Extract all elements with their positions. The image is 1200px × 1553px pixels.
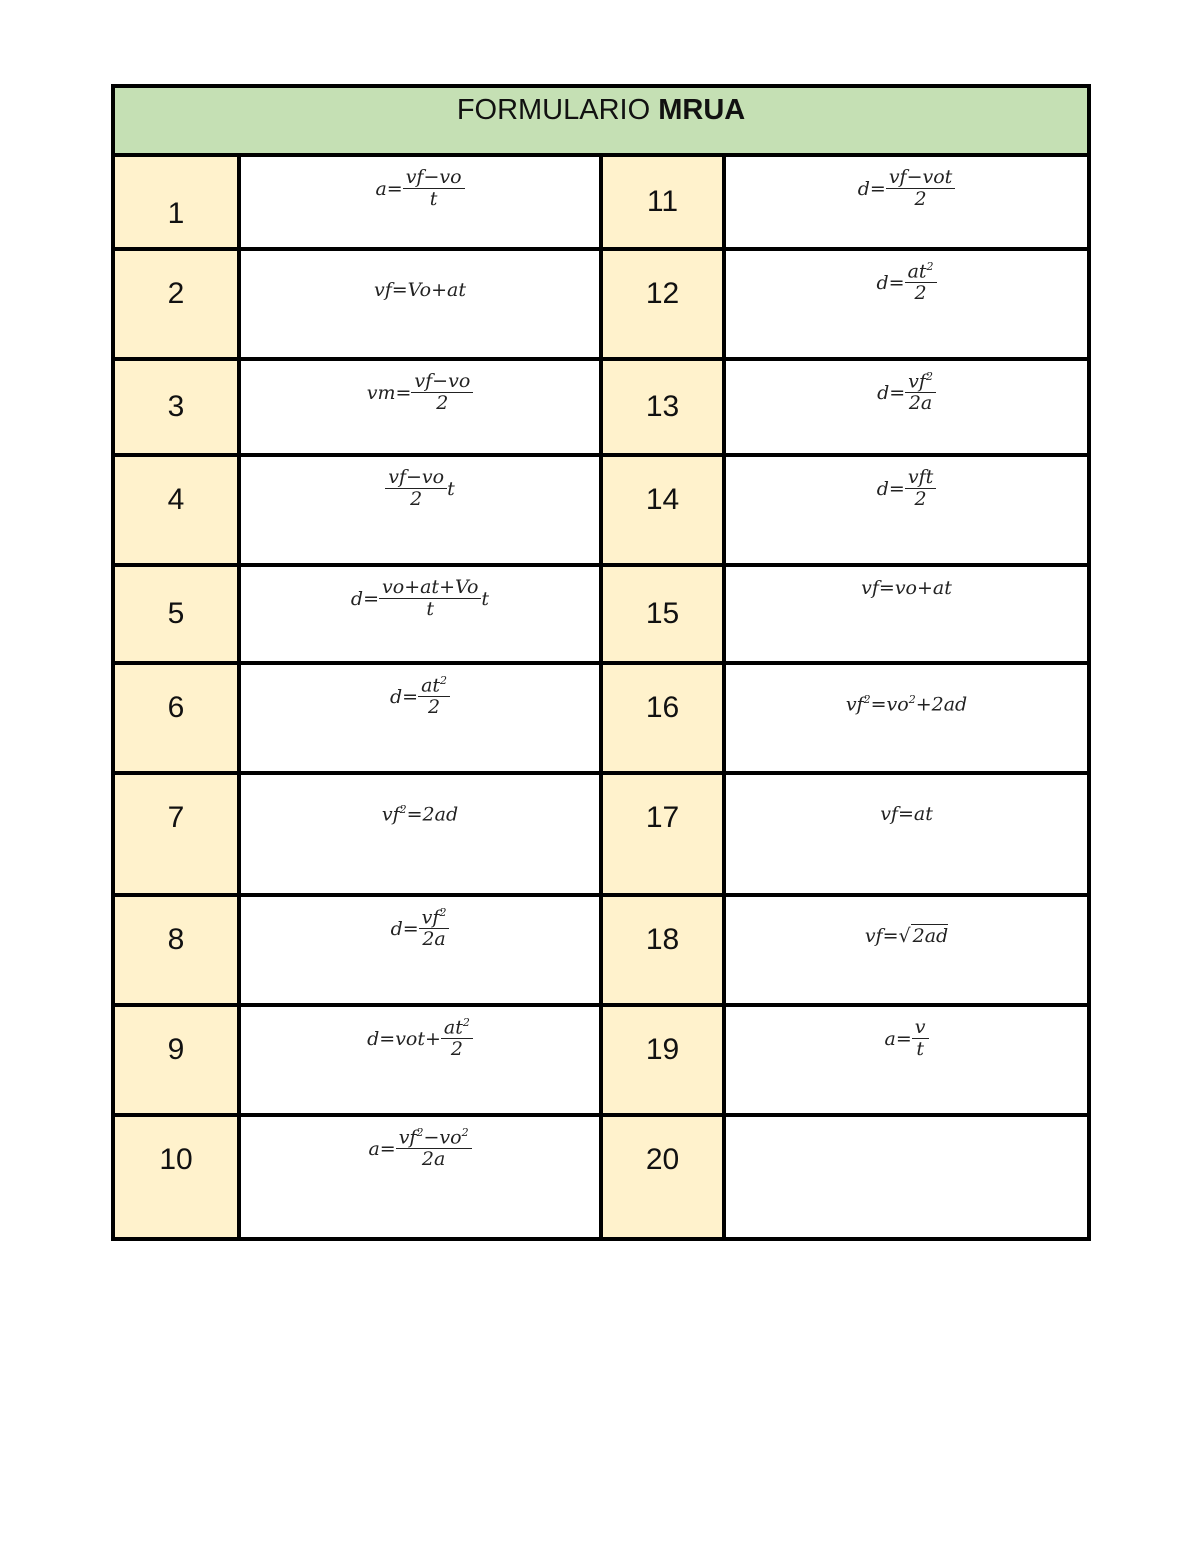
formula: [375, 167, 464, 211]
formula: [877, 371, 936, 415]
denominator: t: [426, 597, 435, 620]
numerator-part: −vo: [423, 1126, 462, 1149]
formula-number: 12: [601, 249, 724, 359]
fraction: [905, 261, 937, 305]
fraction: [411, 371, 473, 415]
table-row: [113, 773, 1089, 895]
formula-lhs: d=: [876, 477, 905, 500]
fraction: [396, 1127, 472, 1171]
numerator-base: at: [421, 674, 441, 697]
denominator: 2: [428, 696, 441, 719]
table-row: [113, 663, 1089, 773]
fraction: [886, 167, 956, 211]
formula: [885, 1017, 929, 1061]
title-cell: [113, 86, 1089, 155]
formula-lhs: d=vot+: [367, 1028, 441, 1051]
fraction: [905, 371, 936, 415]
fraction: [385, 467, 447, 511]
numerator: v: [912, 1017, 929, 1039]
formula: [858, 167, 956, 211]
formula-number: 2: [113, 249, 239, 359]
denominator: t: [916, 1037, 924, 1060]
page-title: [457, 88, 745, 127]
numerator: [396, 1127, 472, 1149]
numerator-base: vf: [908, 370, 926, 393]
denominator: 2: [914, 282, 927, 305]
formula-cell: [724, 155, 1089, 249]
exponent: 2: [908, 693, 916, 706]
formula: [382, 803, 458, 825]
exponent: 2: [440, 674, 448, 687]
numerator: [419, 907, 450, 929]
formula-number: 8: [113, 895, 239, 1005]
formula-number: 4: [113, 455, 239, 565]
table-row: [113, 249, 1089, 359]
formula-table: [111, 84, 1091, 1241]
numerator: vo+at+Vo: [379, 577, 481, 599]
formula-cell: [724, 455, 1089, 565]
numerator: [905, 261, 937, 283]
numerator: vf−vot: [886, 167, 956, 189]
formula: vf=at: [880, 803, 933, 825]
denominator: 2: [450, 1038, 463, 1061]
formula: [385, 467, 455, 511]
formula-number: 19: [601, 1005, 724, 1115]
exponent: 2: [925, 370, 933, 383]
formula-cell: [724, 249, 1089, 359]
fraction: [418, 675, 450, 719]
table-row: [113, 895, 1089, 1005]
formula-cell: [239, 155, 601, 249]
formula-cell: [239, 895, 601, 1005]
formula: vf=Vo+at: [374, 279, 466, 301]
formula-lhs: a=: [368, 1138, 396, 1161]
numerator: vft: [905, 467, 936, 489]
formula-number: 16: [601, 663, 724, 773]
exponent: 2: [926, 260, 934, 273]
exponent: 2: [863, 693, 871, 706]
formula-cell: [239, 1005, 601, 1115]
radicand: 2ad: [912, 925, 949, 947]
fraction: [419, 907, 450, 951]
formula-lhs: a=: [884, 1027, 912, 1050]
title-row: [113, 86, 1089, 155]
formula-lhs: d=: [857, 177, 886, 200]
denominator: 2a: [421, 1148, 446, 1171]
formula-cell: [724, 565, 1089, 663]
denominator: 2a: [908, 392, 933, 415]
formula: [865, 925, 948, 947]
formula-cell: [239, 1115, 601, 1239]
numerator-part: vf: [398, 1126, 417, 1149]
formula-number: 17: [601, 773, 724, 895]
formulario-sheet: [111, 84, 1087, 1241]
fraction: [905, 467, 936, 511]
formula-number: 10: [113, 1115, 239, 1239]
formula-rhs: t: [481, 587, 490, 610]
denominator: 2: [410, 487, 423, 510]
formula-part: +2ad: [915, 693, 968, 716]
formula: [351, 577, 489, 621]
numerator: vf−vo: [385, 467, 447, 489]
formula-part: vf: [845, 693, 864, 716]
formula-lhs: a=: [375, 177, 403, 200]
denominator: 2: [914, 187, 927, 210]
formula-lhs: d=: [876, 272, 905, 295]
formula-number: 13: [601, 359, 724, 455]
formula: [877, 467, 937, 511]
formula-cell: [724, 1005, 1089, 1115]
formula-rhs: t: [447, 477, 455, 500]
table-row: [113, 455, 1089, 565]
formula-number: 14: [601, 455, 724, 565]
formula-cell: [724, 895, 1089, 1005]
formula: vf=vo+at: [861, 577, 952, 599]
numerator-base: vf: [421, 906, 440, 929]
fraction: [403, 167, 465, 211]
formula: [876, 261, 936, 305]
formula-part: =2ad: [406, 803, 459, 826]
formula-lhs: vm=: [366, 381, 412, 404]
table-row: [113, 155, 1089, 249]
exponent: 2: [461, 1126, 469, 1139]
numerator: vf−vo: [411, 371, 473, 393]
formula: [368, 1127, 471, 1171]
formula-cell: [239, 249, 601, 359]
formula-cell: [239, 663, 601, 773]
numerator: vf−vo: [403, 167, 465, 189]
formula-number: 11: [601, 155, 724, 249]
formula-cell: [239, 773, 601, 895]
formula-cell: [239, 565, 601, 663]
formula: [367, 371, 474, 415]
exponent: 2: [399, 803, 407, 816]
formula-number: 15: [601, 565, 724, 663]
formula-number: 7: [113, 773, 239, 895]
exponent: 2: [462, 1016, 470, 1029]
denominator: 2: [436, 391, 449, 414]
table-row: [113, 565, 1089, 663]
numerator: [905, 371, 936, 393]
formula-cell: [239, 455, 601, 565]
title-prefix: FORMULARIO: [456, 94, 659, 126]
fraction: [441, 1017, 473, 1061]
numerator: [418, 675, 450, 697]
fraction: [912, 1017, 929, 1061]
formula-cell: [724, 663, 1089, 773]
formula-cell: [724, 359, 1089, 455]
table-row: [113, 1115, 1089, 1239]
formula: [367, 1017, 473, 1061]
formula: [846, 693, 967, 715]
exponent: 2: [439, 906, 447, 919]
fraction: [379, 577, 481, 621]
formula-part: vf: [381, 803, 400, 826]
numerator-base: at: [443, 1016, 463, 1039]
formula-cell: [724, 1115, 1089, 1239]
table-row: [113, 1005, 1089, 1115]
formula-number: 1: [113, 155, 239, 249]
numerator: [441, 1017, 473, 1039]
numerator-base: at: [907, 260, 927, 283]
formula-lhs: d=: [877, 382, 906, 405]
denominator: 2a: [422, 928, 446, 951]
formula: [391, 907, 450, 951]
formula-lhs: d=: [389, 686, 419, 709]
formula-number: 3: [113, 359, 239, 455]
denominator: 2: [914, 487, 927, 510]
formula-part: =vo: [870, 693, 909, 716]
formula-number: 5: [113, 565, 239, 663]
formula-lhs: vf=√: [864, 925, 911, 947]
table-row: [113, 359, 1089, 455]
formula-number: 9: [113, 1005, 239, 1115]
formula-lhs: d=: [350, 587, 380, 610]
exponent: 2: [416, 1126, 424, 1139]
denominator: t: [429, 187, 438, 210]
formula-number: 6: [113, 663, 239, 773]
formula: [390, 675, 450, 719]
formula-lhs: d=: [390, 918, 419, 941]
formula-cell: [724, 773, 1089, 895]
formula-number: 18: [601, 895, 724, 1005]
formula-cell: [239, 359, 601, 455]
title-bold: MRUA: [658, 94, 746, 126]
formula-number: 20: [601, 1115, 724, 1239]
